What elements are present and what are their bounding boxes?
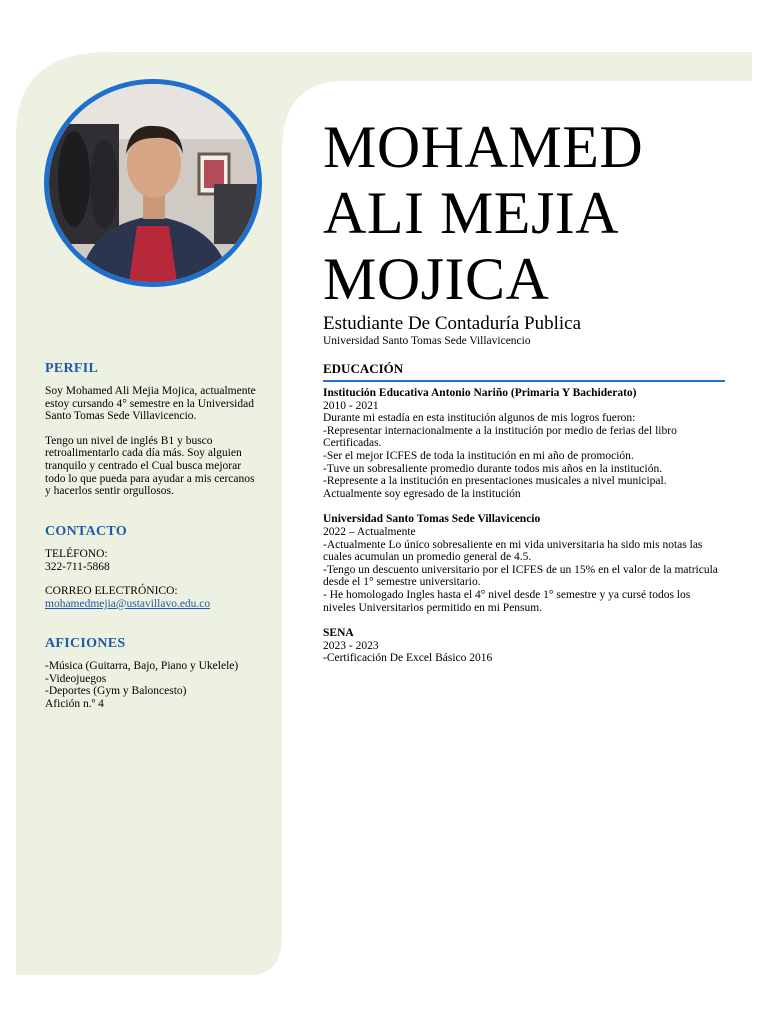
paragraph-gap (45, 573, 270, 585)
edu-dates: 2022 – Actualmente (323, 525, 416, 538)
edu-line: Certificadas. (323, 437, 382, 450)
aficion-item: Afición n.º 4 (45, 697, 104, 710)
edu-line: - He homologado Ingles hasta el 4° nivel desde 1° semestre y ya cursé todos los (323, 588, 691, 601)
email-link[interactable]: mohamedmejia@ustavillavo.edu.co (45, 597, 211, 610)
edu-line: desde el 1° semestre universitario. (323, 576, 481, 589)
perfil-section (45, 361, 270, 498)
perfil-heading: PERFIL (45, 361, 99, 376)
perfil-line: retroalimentarlo cada día más. Soy alguien (45, 447, 242, 460)
edu-entry (323, 627, 728, 665)
edu-line: niveles Universitarios permitido en mi Pensum. (323, 601, 543, 614)
name-line-1: MOHAMED (323, 114, 644, 180)
perfil-line: Tengo un nivel de inglés B1 y busco (45, 434, 213, 447)
name-line-2: ALI MEJIA (323, 180, 620, 246)
perfil-line: todo lo que pueda para ayudar a mis cercanos (45, 472, 255, 485)
edu-line: Actualmente soy egresado de la institución (323, 487, 521, 500)
edu-institution: SENA (323, 627, 354, 640)
edu-entry (323, 387, 728, 500)
email-label: CORREO ELECTRÓNICO: (45, 585, 178, 598)
aficion-item: -Deportes (Gym y Baloncesto) (45, 685, 187, 698)
perfil-line: Santo Tomas Sede Villavicencio. (45, 410, 197, 423)
aficion-item: -Videojuegos (45, 672, 107, 685)
job-title: Estudiante De Contaduría Publica (323, 313, 582, 334)
edu-line: -Representar internacionalmente a la institución por medio de ferias del libro (323, 424, 677, 437)
phone-number[interactable]: 322-711-5868 (45, 560, 110, 573)
university-name: Universidad Santo Tomas Sede Villavicencio (323, 335, 531, 347)
paragraph-gap (45, 423, 270, 435)
profile-photo-image (49, 84, 257, 282)
edu-line: -Certificación De Excel Básico 2016 (323, 652, 493, 665)
contacto-text (45, 548, 270, 610)
perfil-line: tranquilo y centrado el Cual busca mejorar (45, 459, 242, 472)
contacto-section (45, 524, 270, 610)
edu-line: -Tengo un descuento universitario por el ICFES de un 15% en el valor de la matricula (323, 563, 718, 576)
phone-label: TELÉFONO: (45, 548, 108, 560)
edu-line: -Tuve un sobresaliente promedio durante todos mis años en la institución. (323, 462, 663, 475)
edu-institution: Institución Educativa Antonio Nariño (Primaria Y Bachiderato) (323, 387, 637, 399)
edu-institution: Universidad Santo Tomas Sede Villavicencio (323, 513, 541, 526)
aficiones-heading: AFICIONES (45, 636, 126, 651)
educacion-heading: EDUCACIÓN (323, 361, 725, 382)
candidate-name (323, 114, 743, 312)
edu-line: -Represente a la institución en presentaciones musicales a nivel municipal. (323, 475, 667, 488)
edu-line: -Ser el mejor ICFES de toda la institución en mi año de promoción. (323, 449, 634, 462)
aficiones-list (45, 660, 270, 710)
edu-entry (323, 513, 728, 614)
perfil-line: estoy cursando 4° semestre en la Universidad (45, 397, 254, 410)
perfil-line: Soy Mohamed Ali Mejia Mojica, actualmente (45, 385, 256, 397)
perfil-line: y hacerlos sentir orgullosos. (45, 485, 174, 498)
aficiones-section (45, 636, 270, 710)
edu-dates: 2023 - 2023 (323, 639, 379, 652)
edu-line: cuales acumulan un promedio general de 4.5. (323, 551, 532, 564)
name-line-3: MOJICA (323, 246, 550, 312)
contacto-heading: CONTACTO (45, 524, 128, 539)
perfil-text (45, 385, 270, 498)
profile-photo (44, 79, 262, 287)
aficion-item: -Música (Guitarra, Bajo, Piano y Ukelele) (45, 660, 239, 672)
edu-line: Durante mi estadía en esta institución algunos de mis logros fueron: (323, 412, 636, 425)
educacion-section (323, 387, 728, 678)
edu-line: -Actualmente Lo único sobresaliente en mi vida universitaria ha sido mis notas las (323, 538, 703, 551)
edu-dates: 2010 - 2021 (323, 399, 379, 412)
